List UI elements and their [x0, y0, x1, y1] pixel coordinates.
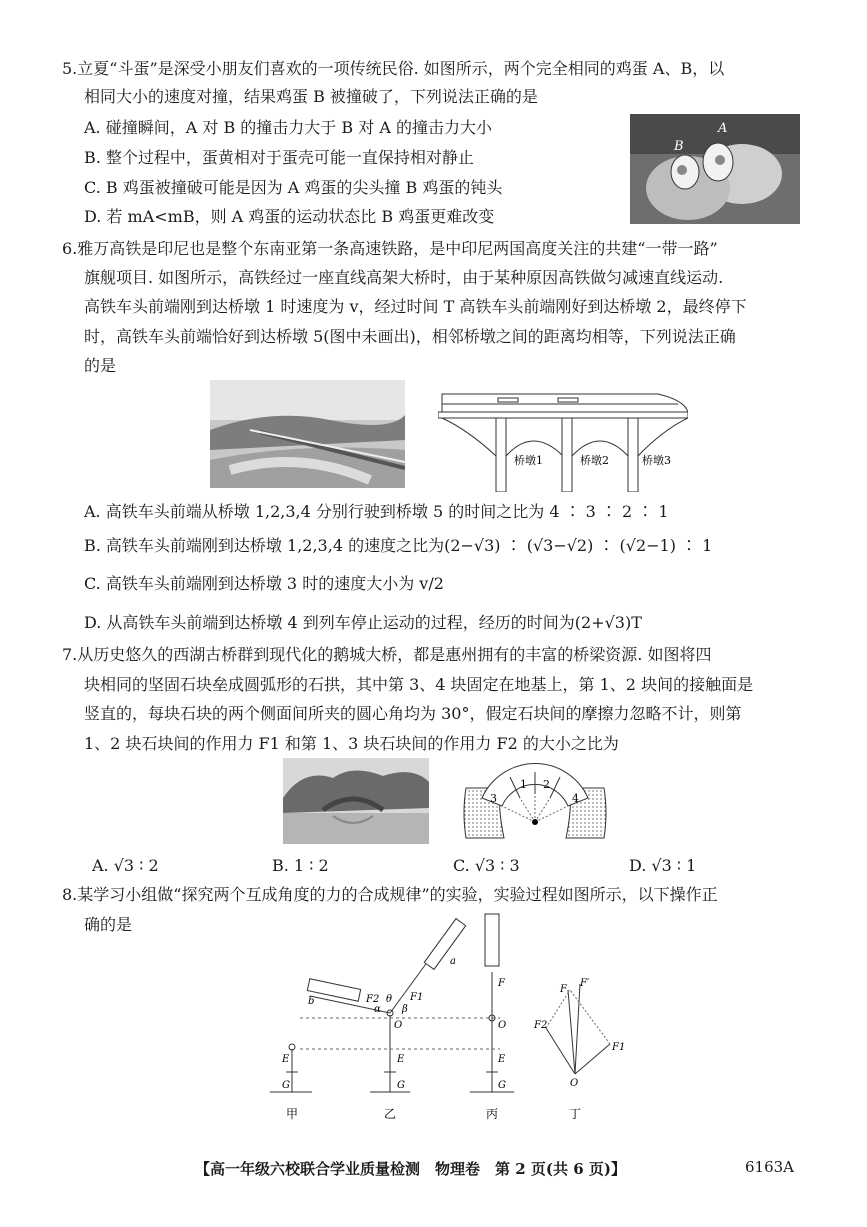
pier-1-label: 桥墩1: [514, 454, 543, 467]
q6-stem-line1: 6.雅万高铁是印尼也是整个东南亚第一条高速铁路，是中印尼两国高度关注的共建“一带一路”: [62, 239, 718, 258]
q7-option-a: A. √3 ∶ 2: [92, 856, 159, 875]
yi-beta-label: β: [402, 1004, 408, 1015]
q5-option-b: B. 整个过程中，蛋黄相对于蛋壳可能一直保持相对静止: [84, 148, 474, 167]
q7-option-d: D. √3 ∶ 1: [629, 856, 697, 875]
bridge-photo: [210, 380, 405, 488]
egg-photo: [630, 114, 800, 224]
jia-e-label: E: [282, 1054, 290, 1065]
jia-g-label: G: [282, 1080, 290, 1091]
yi-e-label: E: [397, 1054, 405, 1065]
yi-f2-label: F2: [366, 994, 380, 1005]
egg-label-a: A: [718, 121, 728, 136]
bing-g-label: G: [498, 1080, 506, 1091]
q7-stem-line4: 1、2 块石块间的作用力 F1 和第 1、3 块石块间的作用力 F2 的大小之比为: [84, 734, 619, 753]
q6-option-d: D. 从高铁车头前端到达桥墩 4 到列车停止运动的过程，经历的时间为(2+√3)T: [84, 613, 642, 632]
stone-bridge-photo: [283, 758, 429, 844]
ding-f2-arrow: [546, 1028, 575, 1074]
q8-stem-line1: 8.某学习小组做“探究两个互成角度的力的合成规律”的实验，实验过程如图所示，以下操作正: [62, 885, 718, 904]
yi-f1-label: F1: [410, 992, 424, 1003]
stone-1-label: 1: [520, 778, 527, 791]
force-experiment-diagram: [270, 912, 640, 1132]
fig-yi-label: 乙: [384, 1107, 397, 1121]
ding-o-label: O: [570, 1078, 579, 1089]
bing-e-label: E: [498, 1054, 506, 1065]
page-footer-code: 6163A: [745, 1158, 795, 1176]
ding-f1-label: F1: [612, 1042, 626, 1053]
bing-f-label: F: [498, 978, 505, 989]
yi-o-label: O: [394, 1020, 403, 1031]
ding-f-label: F: [560, 984, 567, 995]
bing-o-label: O: [498, 1020, 507, 1031]
q5-option-a: A. 碰撞瞬间，A 对 B 的撞击力大于 B 对 A 的撞击力大小: [84, 118, 492, 137]
q7-stem-line1: 7.从历史悠久的西湖古桥群到现代化的鹅城大桥，都是惠州拥有的丰富的桥梁资源. 如图将四: [62, 645, 712, 664]
fig-jia-label: 甲: [286, 1107, 299, 1121]
fig-bing-label: 丙: [486, 1107, 499, 1121]
ding-f-arrow: [568, 990, 575, 1074]
q6-stem-line4: 时，高铁车头前端恰好到达桥墩 5(图中未画出)，相邻桥墩之间的距离均相等，下列说法正确: [84, 327, 736, 346]
stone-3-label: 3: [490, 792, 497, 805]
q6-option-b: B. 高铁车头前端刚到达桥墩 1,2,3,4 的速度之比为(2−√3) ∶ (√3−√2) ∶ (√2−1) ∶ 1: [84, 536, 713, 555]
q7-stem-line2: 块相同的坚固石块垒成圆弧形的石拱，其中第 3、4 块固定在地基上，第 1、2 块间的接触面是: [84, 675, 754, 694]
stone-4-label: 4: [572, 792, 579, 805]
q6-option-a: A. 高铁车头前端从桥墩 1,2,3,4 分别行驶到桥墩 5 的时间之比为 4 ∶ 3 ∶ 2 ∶ 1: [84, 502, 669, 521]
egg-label-b: B: [674, 139, 684, 154]
bridge-diagram: [438, 392, 688, 492]
stone-arch-diagram: [460, 758, 610, 848]
page-footer-title: 【高一年级六校联合学业质量检测 物理卷 第 2 页(共 6 页)】: [195, 1160, 626, 1178]
pier-3-label: 桥墩3: [642, 454, 671, 467]
pier-2-label: 桥墩2: [580, 454, 609, 467]
yi-b-label: b: [308, 996, 315, 1007]
stone-2-label: 2: [543, 778, 550, 791]
q7-stem-line3: 竖直的，每块石块的两个侧面间所夹的圆心角均为 30°，假定石块间的摩擦力忽略不计，则第: [84, 704, 742, 723]
q7-option-b: B. 1 ∶ 2: [272, 856, 329, 875]
q5-stem-line1: 5.立夏“斗蛋”是深受小朋友们喜欢的一项传统民俗. 如图所示，两个完全相同的鸡蛋 A、B，以: [62, 59, 725, 78]
yi-theta-label: θ: [386, 994, 393, 1005]
q6-stem-line5: 的是: [84, 356, 117, 375]
q5-stem-line2: 相同大小的速度对撞，结果鸡蛋 B 被撞破了，下列说法正确的是: [84, 87, 538, 106]
ding-fprime-label: F′: [580, 978, 590, 989]
q5-option-c: C. B 鸡蛋被撞破可能是因为 A 鸡蛋的尖头撞 B 鸡蛋的钝头: [84, 178, 503, 197]
q8-stem-line2: 确的是: [84, 915, 133, 934]
yi-alpha-label: α: [374, 1004, 381, 1015]
yi-a-label: a: [450, 956, 456, 967]
q7-option-c: C. √3 ∶ 3: [453, 856, 520, 875]
q6-stem-line2: 旗舰项目. 如图所示，高铁经过一座直线高架大桥时，由于某种原因高铁做匀减速直线运动.: [84, 268, 724, 287]
fig-ding-label: 丁: [569, 1107, 582, 1121]
ding-f2-label: F2: [534, 1020, 548, 1031]
q5-option-d: D. 若 mA<mB，则 A 鸡蛋的运动状态比 B 鸡蛋更难改变: [84, 207, 495, 226]
ding-f1-arrow: [575, 1044, 610, 1074]
q6-option-c: C. 高铁车头前端刚到达桥墩 3 时的速度大小为 v/2: [84, 574, 444, 593]
yi-g-label: G: [397, 1080, 405, 1091]
q6-stem-line3: 高铁车头前端刚到达桥墩 1 时速度为 v，经过时间 T 高铁车头前端刚好到达桥墩 2，最终停下: [84, 297, 747, 316]
